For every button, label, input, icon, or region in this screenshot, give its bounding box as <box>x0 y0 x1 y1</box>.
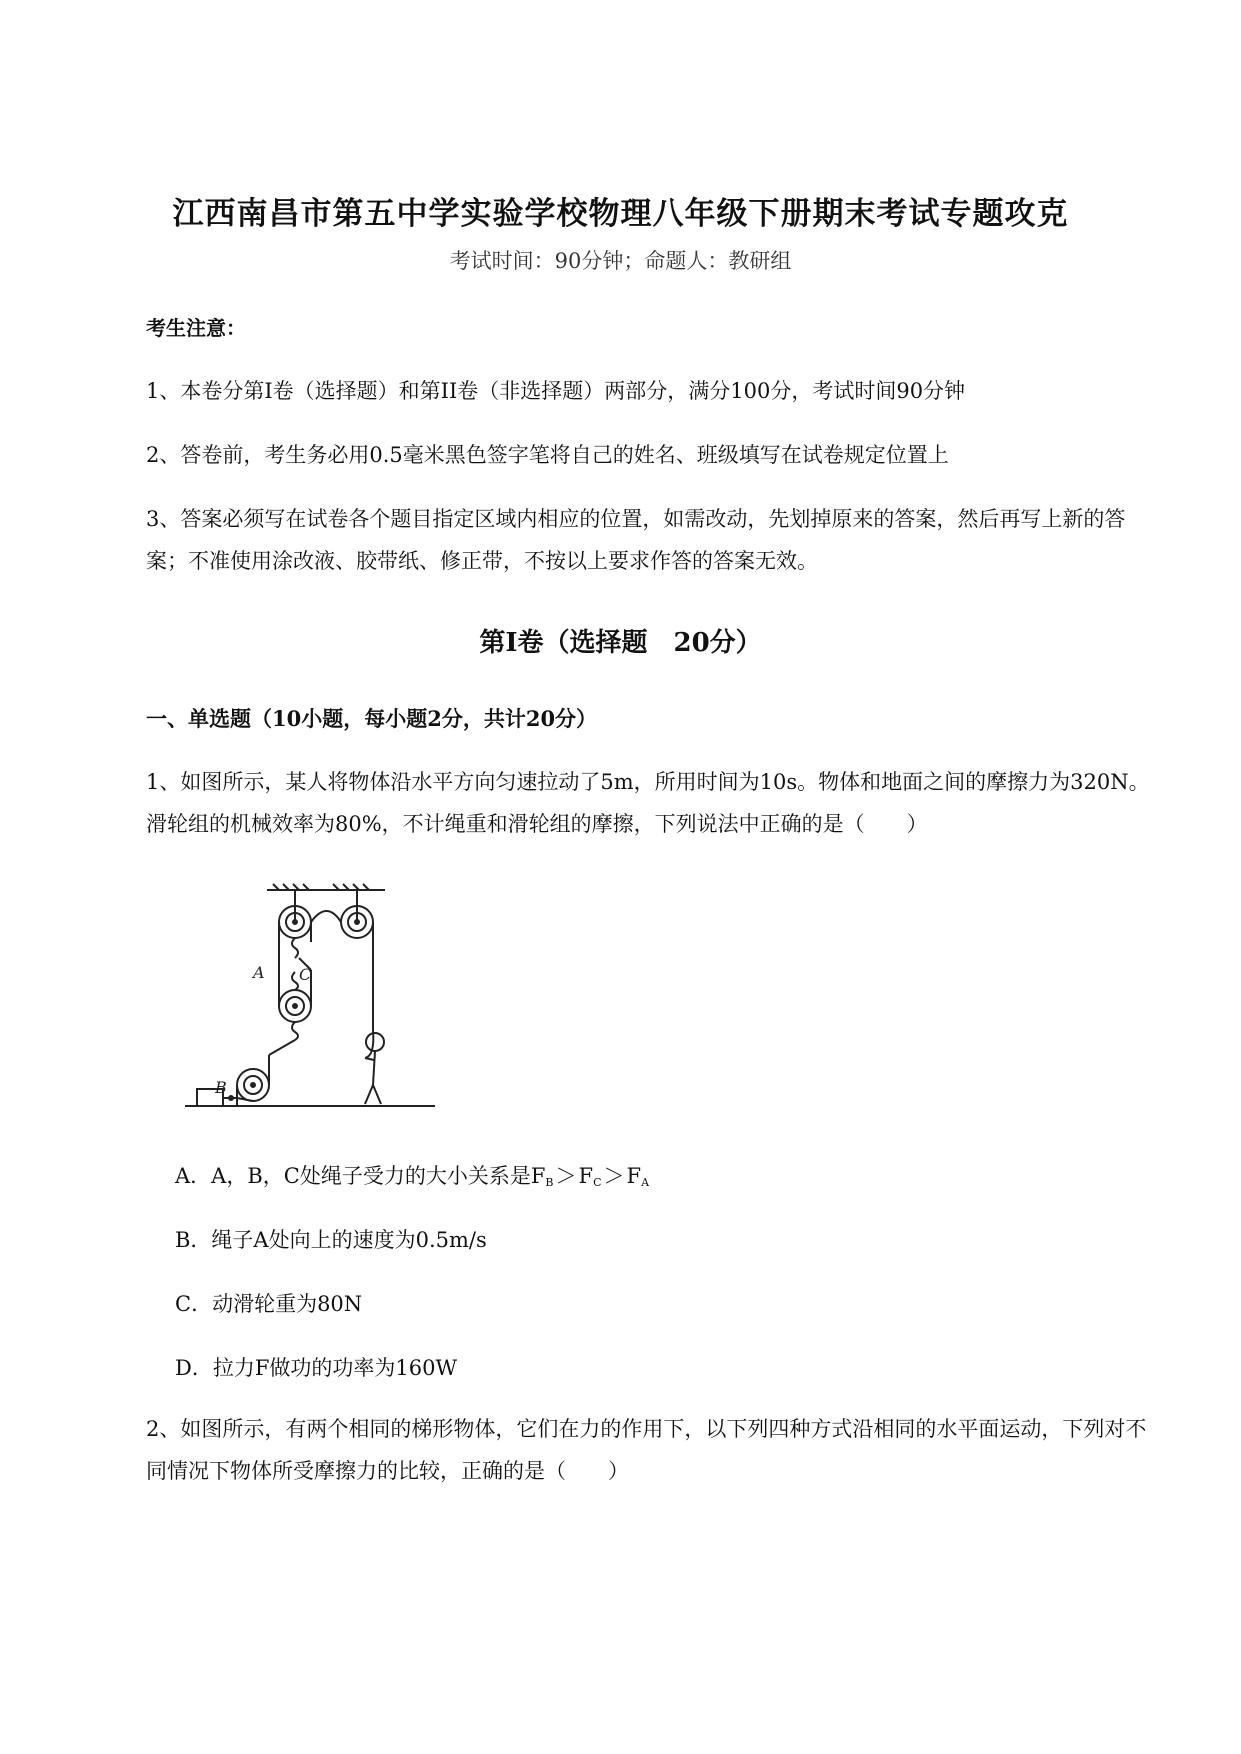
option-c[interactable]: C．动滑轮重为80N <box>175 1292 363 1316</box>
label-a: A <box>253 963 265 982</box>
notice-item-1: 1、本卷分第I卷（选择题）和第II卷（非选择题）两部分，满分100分，考试时间90分钟 <box>146 379 966 403</box>
notice-heading: 考生注意： <box>146 316 246 340</box>
section-title: 第I卷（选择题 20分） <box>479 628 762 658</box>
label-b: B <box>215 1078 227 1097</box>
question-2-text: 2、如图所示，有两个相同的梯形物体，它们在力的作用下，以下列四种方式沿相同的水平面运动，下列对不同情况下物体所受摩擦力的比较，正确的是（ ） <box>146 1417 1147 1483</box>
point-b-dot <box>228 1095 234 1101</box>
option-a[interactable]: A．A，B，C处绳子受力的大小关系是$F_B>F_C>F_A$ <box>175 1164 650 1189</box>
subsection-heading: 一、单选题（10小题，每小题2分，共计20分） <box>146 706 598 731</box>
notice-item-2: 2、答卷前，考生务必用0.5毫米黑色签字笔将自己的姓名、班级填写在试卷规定位置上 <box>146 443 949 467</box>
pulley-system-figure <box>175 880 455 1120</box>
option-d[interactable]: D．拉力F做功的功率为160W <box>175 1356 458 1380</box>
page-title: 江西南昌市第五中学实验学校物理八年级下册期末考试专题攻克 <box>172 196 1069 232</box>
notice-item-3: 3、答案必须写在试卷各个题目指定区域内相应的位置，如需改动，先划掉原来的答案，然后再写上新的答案；不准使用涂改液、胶带纸、修正带，不按以上要求作答的答案无效。 <box>146 507 1126 573</box>
exam-info: 考试时间：90分钟；命题人：教研组 <box>449 249 792 273</box>
option-b[interactable]: B．绳子A处向上的速度为0.5m/s <box>175 1228 487 1252</box>
option-a-text: A．A，B，C处绳子受力的大小关系是 <box>175 1164 531 1188</box>
question-1-text: 1、如图所示，某人将物体沿水平方向匀速拉动了5m，所用时间为10s。物体和地面之间的摩擦力为320N。滑轮组的机械效率为80%，不计绳重和滑轮组的摩擦，下列说法中正确的是（ ） <box>146 770 1150 836</box>
label-c: C <box>299 965 312 984</box>
